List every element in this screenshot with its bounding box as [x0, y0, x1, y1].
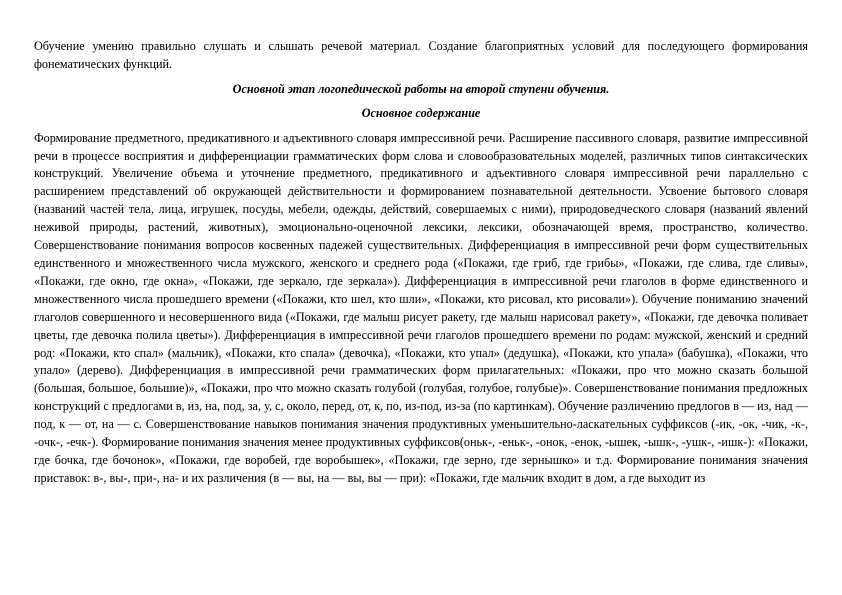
- body-paragraph: Формирование предметного, предикативного и адъективного словаря импрессивной речи. Расширение пассивного словаря, развитие импрессивной речи в процессе восприятия и дифференциации грамматических форм слова и словообразовательных моделей, различных типов синтаксических конструкций. Увеличение объема и уточнение предметного, предикативного и адъективного словаря импрессивной речи параллельно с расширением представлений об окружающей действительности и формированием познавательной деятельности. Усвоение бытового словаря (названий частей тела, лица, игрушек, посуды, мебели, одежды, действий, совершаемых с ними), природоведческого словаря (названий явлений неживой природы, растений, животных), эмоционально-оценочной лексики, лексики, обозначающей время, пространство, количество. Совершенствование понимания вопросов косвенных падежей существительных. Дифференциация в импрессивной речи форм существительных единственного и множественного числа мужского, женского и среднего рода («Покажи, где гриб, где грибы», «Покажи, где слива, где сливы», «Покажи, где окно, где окна», «Покажи, где зеркало, где зеркала»). Дифференциация в импрессивной речи глаголов в форме единственного и множественного числа прошедшего времени («Покажи, кто шел, кто шли», «Покажи, кто рисовал, кто рисовали»). Обучение пониманию значений глаголов совершенного и несовершенного вида («Покажи, где малыш рисует ракету, где малыш нарисовал ракету», «Покажи, где девочка поливает цветы, где девочка полила цветы»). Дифференциация в импрессивной речи глаголов прошедшего времени по родам: мужской, женский и средний род: «Покажи, кто спал» (мальчик), «Покажи, кто спала» (девочка), «Покажи, кто упал» (дедушка), «Покажи, кто упала» (бабушка), «Покажи, что упало» (дерево). Дифференциация в импрессивной речи грамматических форм прилагательных: «Покажи, про что можно сказать большой (большая, большое, большие)», «Покажи, про что можно сказать голубой (голубая, голубое, голубые)». Совершенствование понимания предложных конструкций с предлогами в, из, на, под, за, у, с, около, перед, от, к, по, из-под, из-за (по картинкам). Обучение различению предлогов в — из, над — под, к — от, на — с. Совершенствование навыков понимания значения продуктивных уменьшительно-ласкательных суффиксов (-ик, -ок, -чик, -к-, -очк-, -ечк-). Формирование понимания значения менее продуктивных суффиксов(оньк-, -еньк-, -онок, -енок, -ышек, -ышк-, -ушк-, -ишк-): «Покажи, где бочка, где бочонок», «Покажи, где воробей, где воробышек», «Покажи, где зерно, где зернышко» и т.д. Формирование понимания значения приставок: в-, вы-, при-, на- и их различения (в — вы, на — вы, вы — при): «Покажи, где мальчик входит в дом, а где выходит из: [34, 130, 808, 485]
- document-page: [34, 38, 808, 488]
- stage-heading: Основной этап логопедической работы на второй ступени обучения.: [232, 81, 610, 96]
- intro-paragraph: Обучение умению правильно слушать и слышать речевой материал. Создание благоприятных условий для последующего формирования фонематических функций.: [34, 39, 808, 71]
- content-heading: Основное содержание: [361, 105, 481, 120]
